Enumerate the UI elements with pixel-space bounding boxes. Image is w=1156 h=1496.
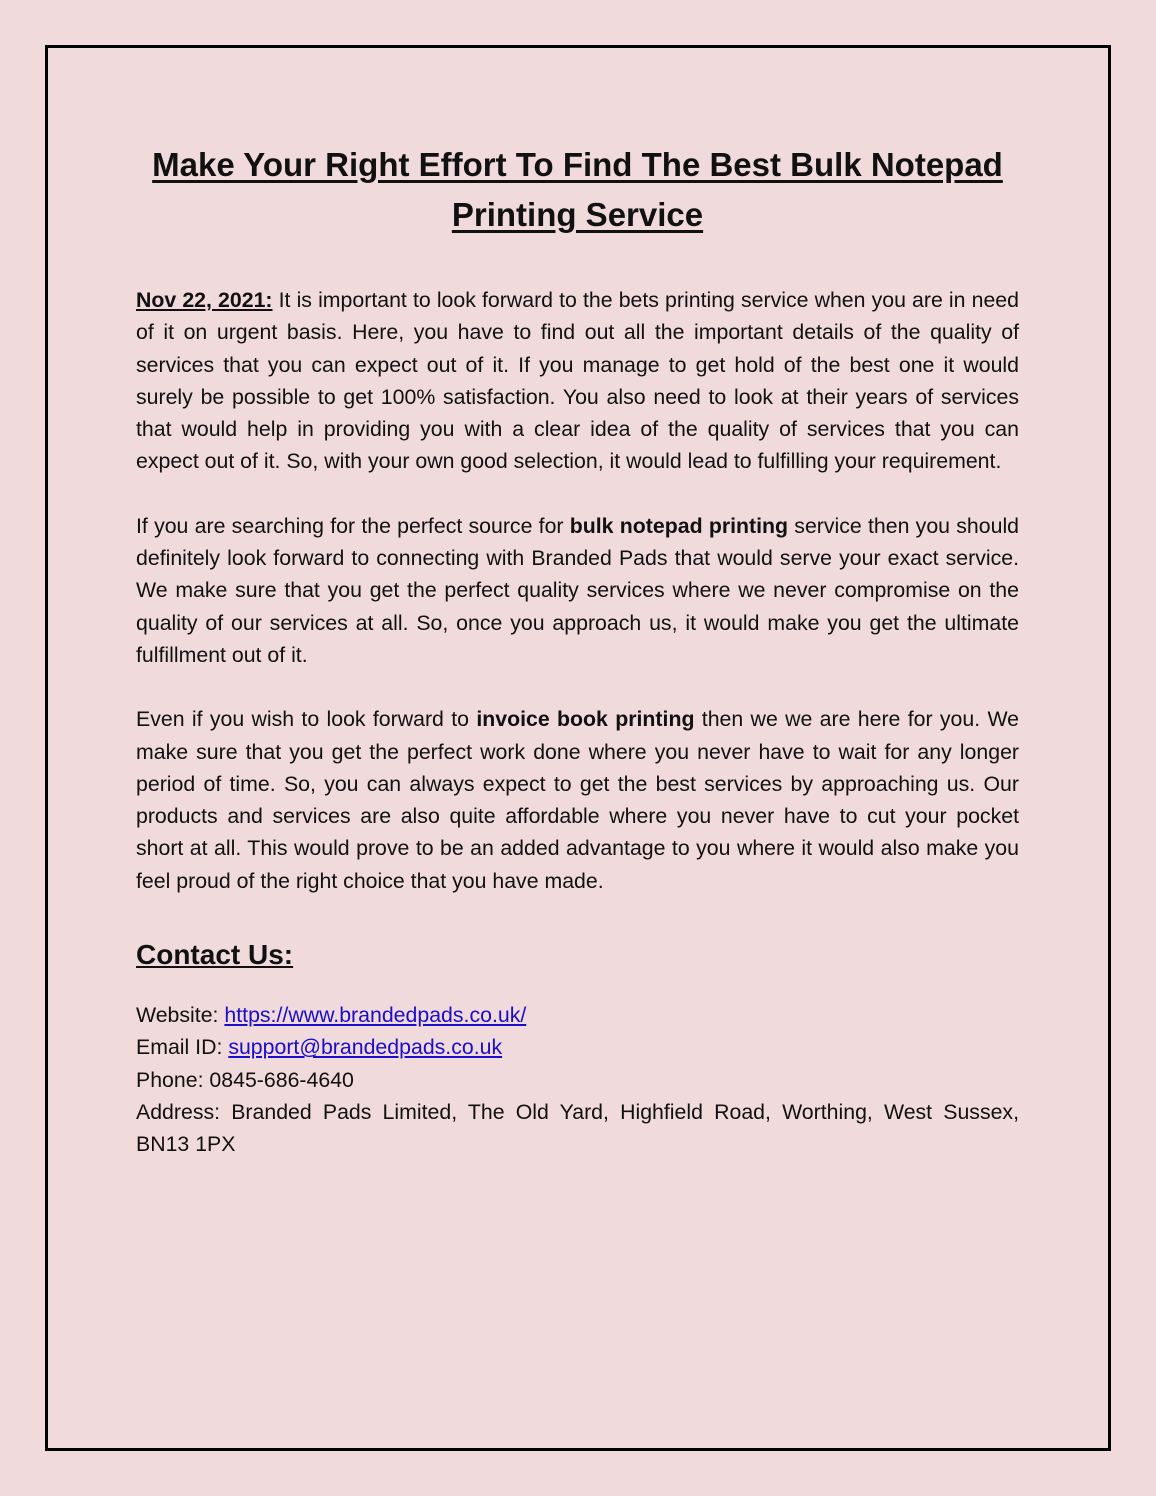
phone-value: 0845-686-4640 bbox=[209, 1067, 354, 1092]
paragraph-invoice-book bbox=[136, 703, 1019, 897]
paragraph-bulk-notepad bbox=[136, 510, 1019, 671]
keyword-invoice-book-printing: invoice book printing bbox=[476, 707, 695, 732]
paragraph-text: then we we are here for you. We make sure that you get the perfect work done where you never have to wait for any longer period of time. So, you can always expect to get the best services by approaching us. Our products and services are also quite affordable where you never have to cut your pocket short at all. This would prove to be an added advantage to you where it would also make you feel proud of the right choice that you have made. bbox=[136, 707, 1020, 893]
address-label: Address: bbox=[136, 1099, 232, 1124]
contact-website bbox=[136, 999, 1019, 1031]
paragraph-text: service then you should definitely look forward to connecting with Branded Pads that would serve your exact service. We make sure that you get the perfect quality services where we never compromise on the quality of our services at all. So, once you approach us, it would make you get the ultimate fulfillment out of it. bbox=[136, 513, 1020, 667]
contact-details bbox=[136, 999, 1019, 1160]
email-label: Email ID: bbox=[136, 1035, 229, 1060]
paragraph-intro bbox=[136, 284, 1019, 478]
email-link[interactable]: support@brandedpads.co.uk bbox=[228, 1035, 503, 1060]
contact-address bbox=[136, 1096, 1019, 1161]
paragraph-text: It is important to look forward to the bets printing service when you are in need of it on urgent basis. Here, you have to find out all the important details of the quality of services that you can expect out of it. If you manage to get hold of the best one it would surely be possible to get 100% satisfaction. You also need to look at their years of services that would help in providing you with a clear idea of the quality of services that you can expect out of it. So, with your own good selection, it would lead to fulfilling your requirement. bbox=[136, 288, 1019, 474]
contact-email bbox=[136, 1031, 1019, 1063]
paragraph-text: Even if you wish to look forward to bbox=[136, 707, 477, 732]
document-body bbox=[136, 140, 1019, 1161]
keyword-bulk-notepad-printing: bulk notepad printing bbox=[569, 513, 789, 538]
paragraph-text: If you are searching for the perfect source for bbox=[136, 513, 570, 538]
contact-phone bbox=[136, 1064, 1019, 1096]
contact-heading: Contact Us: bbox=[136, 939, 294, 971]
date: Nov 22, 2021: bbox=[136, 288, 273, 312]
website-label: Website: bbox=[136, 1003, 225, 1028]
page-title: Make Your Right Effort To Find The Best Bulk Notepad Printing Service bbox=[152, 146, 1003, 233]
website-link[interactable]: https://www.brandedpads.co.uk/ bbox=[224, 1003, 527, 1028]
phone-label: Phone: bbox=[136, 1067, 210, 1092]
address-value: Branded Pads Limited, The Old Yard, Highfield Road, Worthing, West Sussex, BN13 1PX bbox=[136, 1099, 1019, 1157]
